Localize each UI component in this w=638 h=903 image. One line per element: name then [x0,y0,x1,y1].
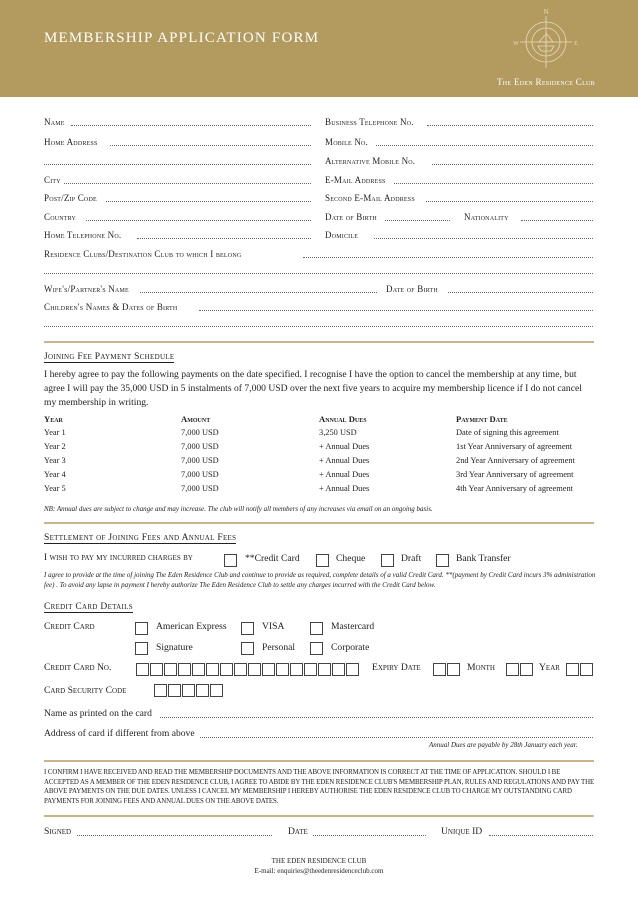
expiry-date-label: Expiry Date [372,662,421,673]
unique-id-field[interactable] [489,835,593,836]
partner-dob-label: Date of Birth [386,284,438,294]
dob-label: Date of Birth [325,212,377,222]
corporate-label: Corporate [331,642,370,653]
table-header [44,414,596,429]
nationality-field[interactable] [521,220,593,221]
card-number-digit-box[interactable] [234,663,247,676]
annual-dues-deadline: Annual Dues are payable by 28th January each year. [429,741,578,749]
card-number-digit-box[interactable] [332,663,345,676]
mobile-label: Mobile No. [325,137,368,147]
post-zip-field[interactable] [106,201,311,202]
mobile-field[interactable] [376,145,593,146]
card-number-digit-box[interactable] [318,663,331,676]
card-number-digit-box[interactable] [192,663,205,676]
credit-card-details-title: Credit Card Details [44,602,133,612]
home-phone-label: Home Telephone No. [44,230,122,240]
credit-card-checkbox[interactable] [224,554,237,567]
club-logo [486,6,606,92]
table-row: Year 2 7,000 USD + Annual Dues 1st Year Anniversary of agreement [44,442,573,451]
residence-clubs-label: Residence Clubs/Destination Club to which I belong [44,249,242,259]
domicile-field[interactable] [374,238,593,239]
home-address-line2-field[interactable] [44,164,311,165]
second-email-label: Second E-Mail Address [325,193,415,203]
city-label: City [44,175,61,185]
card-number-digit-box[interactable] [304,663,317,676]
children-line2-field[interactable] [44,326,593,327]
header-banner [0,0,638,97]
svg-text:E: E [574,41,578,47]
personal-checkbox[interactable] [241,642,254,655]
cheque-checkbox[interactable] [316,554,329,567]
security-code-digit-box[interactable] [210,684,223,697]
home-address-field[interactable] [110,145,311,146]
printed-name-field[interactable] [160,717,593,718]
corporate-checkbox[interactable] [310,642,323,655]
joining-fee-title: Joining Fee Payment Schedule [44,352,175,362]
email-label: E-Mail Address [325,175,386,185]
credit-card-authorization-text: I agree to provide at the time of joining The Eden Residence Club and continue to provide as required, complete details of a valid Credit Card. **(payment by Credit Card incurs 3% administration fee) . To avoid any lapse in payment I hereby authorize The Eden Residence Club to settle any charges incurred with the Credit Card below. [44,571,596,589]
city-field[interactable] [64,183,311,184]
business-phone-label: Business Telephone No. [325,117,414,127]
card-number-digit-box[interactable] [262,663,275,676]
domicile-label: Domicile [325,230,359,240]
country-label: Country [44,212,77,222]
security-code-digit-box[interactable] [196,684,209,697]
children-field[interactable] [199,310,593,311]
card-number-digit-box[interactable] [206,663,219,676]
month-box[interactable] [506,663,519,676]
svg-text:N: N [543,8,549,16]
draft-checkbox[interactable] [381,554,394,567]
payment-method-label: I wish to pay my incurred charges by [44,553,193,563]
table-row: Year 1 7,000 USD 3,250 USD Date of signing this agreement [44,428,559,437]
month-box[interactable] [520,663,533,676]
residence-clubs-field[interactable] [303,257,593,258]
card-number-digit-box[interactable] [136,663,149,676]
divider [44,760,594,762]
bank-transfer-checkbox[interactable] [436,554,449,567]
card-number-digit-box[interactable] [220,663,233,676]
club-name: The Eden Residence Club [497,77,595,87]
form-title: MEMBERSHIP APPLICATION FORM [44,30,320,46]
partner-dob-field[interactable] [448,292,593,293]
country-field[interactable] [86,220,311,221]
svg-text:W: W [513,41,519,47]
home-address-label: Home Address [44,137,98,147]
table-row: Year 5 7,000 USD + Annual Dues 4th Year Anniversary of agreement [44,484,573,493]
year-label: Year [539,662,560,673]
children-label: Children's Names & Dates of Birth [44,302,178,312]
signature-checkbox[interactable] [135,642,148,655]
partner-field[interactable] [140,292,377,293]
amex-label: American Express [156,621,227,632]
home-phone-field[interactable] [137,238,311,239]
partner-label: Wife's/Partner's Name [44,284,129,294]
year-box[interactable] [566,663,579,676]
date-field[interactable] [313,835,426,836]
residence-clubs-line2-field[interactable] [44,273,593,274]
credit-card-label: Credit Card [44,621,95,632]
table-row: Year 4 7,000 USD + Annual Dues 3rd Year Anniversary of agreement [44,470,574,479]
footer-email: E-mail: enquiries@theedenresidenceclub.com [254,867,384,875]
visa-label: VISA [262,621,285,632]
card-number-digit-box[interactable] [290,663,303,676]
card-number-label: Credit Card No. [44,662,112,673]
signed-label: Signed [44,826,72,837]
security-code-digit-box[interactable] [182,684,195,697]
mastercard-label: Mastercard [331,621,375,632]
compass-ship-icon [508,6,584,74]
unique-id-label: Unique ID [441,826,483,837]
col-payment-date: Payment Date [456,414,508,424]
personal-label: Personal [262,642,296,653]
expiry-box[interactable] [447,663,460,676]
signature-label: Signature [156,642,193,653]
printed-name-label: Name as printed on the card [44,708,152,719]
month-label: Month [467,662,495,673]
card-address-label: Address of card if different from above [44,728,195,739]
business-phone-field[interactable] [427,125,593,126]
mastercard-checkbox[interactable] [310,622,323,635]
alt-mobile-field[interactable] [432,164,593,165]
col-amount: Amount [181,414,211,424]
card-number-digit-box[interactable] [248,663,261,676]
card-number-digit-box[interactable] [164,663,177,676]
visa-checkbox[interactable] [241,622,254,635]
name-label: Name [44,117,65,127]
second-email-field[interactable] [426,201,593,202]
post-zip-label: Post/Zip Code [44,193,97,203]
col-year: Year [44,414,63,424]
security-code-label: Card Security Code [44,685,127,696]
security-code-digit-box[interactable] [154,684,167,697]
joining-fee-paragraph: I hereby agree to pay the following payments on the date specified. I recognise I have the option to cancel the membership at any time, but agree I will pay the 35,000 USD in 5 instalments of 7,000 USD over the next five years to acquire my membership licence if I do not cancel my membership in writing. [44,369,582,408]
name-field[interactable] [71,125,311,126]
divider [44,341,594,343]
expiry-box[interactable] [433,663,446,676]
email-field[interactable] [394,183,593,184]
cheque-option-label: Cheque [336,553,366,564]
col-annual-dues: Annual Dues [319,414,367,424]
dob-field[interactable] [385,220,450,221]
divider [44,522,594,524]
card-address-field[interactable] [200,737,593,738]
draft-option-label: Draft [401,553,422,564]
date-label: Date [288,826,308,837]
credit-card-option-label: **Credit Card [245,553,300,564]
annual-dues-note: NB: Annual dues are subject to change and may increase. The club will notify all members of any increases via email on an ongoing basis. [44,505,433,513]
table-row: Year 3 7,000 USD + Annual Dues 2nd Year Anniversary of agreement [44,456,575,465]
footer-club-name: THE EDEN RESIDENCE CLUB [271,857,367,865]
bank-transfer-option-label: Bank Transfer [456,553,511,564]
year-box[interactable] [580,663,593,676]
nationality-label: Nationality [464,212,509,222]
alt-mobile-label: Alternative Mobile No. [325,156,416,166]
divider [44,815,594,817]
card-number-digit-box[interactable] [150,663,163,676]
security-code-digit-box[interactable] [168,684,181,697]
signature-field[interactable] [77,835,272,836]
card-number-digit-box[interactable] [178,663,191,676]
amex-checkbox[interactable] [135,622,148,635]
confirmation-text: I CONFIRM I HAVE RECEIVED AND READ THE MEMBERSHIP DOCUMENTS AND THE ABOVE INFORMATION IS CORRECT AT THE TIME OF APPLICATION. SHOULD I BE ACCEPTED AS A MEMBER OF THE EDEN RESIDENCE CLUB, I AGREE TO ABIDE BY THE EDEN RESIDENCE CLUB'S MEMBERSHIP PLAN, RULES AND REGULATIONS AND PAY THE ABOVE PAYMENTS ON THE DUE DATES. UNLESS I CANCEL MY MEMBERSHIP I HEREBY AUTHORISE THE EDEN RESIDENCE CLUB TO CHARGE MY OUTSTANDING CARD PAYMENTS FOR JOINING FEES AND ANNUAL DUES ON THE ABOVE DATES. [44,769,595,805]
card-number-digit-box[interactable] [346,663,359,676]
card-number-digit-box[interactable] [276,663,289,676]
settlement-title: Settlement of Joining Fees and Annual Fees [44,533,237,543]
